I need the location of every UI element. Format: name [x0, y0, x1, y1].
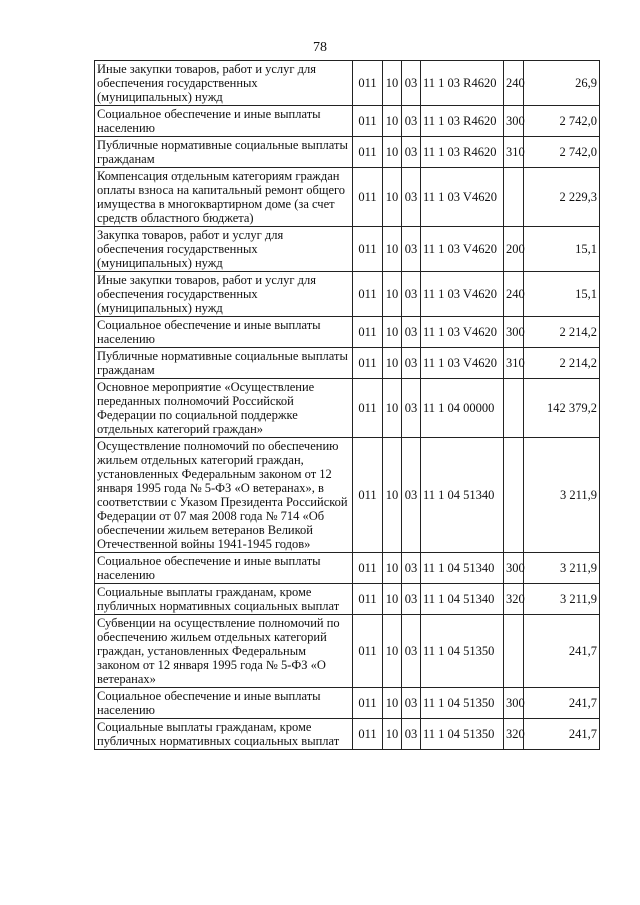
row-subsection-cell: 03 — [402, 348, 421, 379]
row-name-cell: Социальные выплаты гражданам, кроме публичных нормативных социальных выплат — [95, 719, 353, 750]
row-subsection-cell: 03 — [402, 227, 421, 272]
row-target-article-cell: 11 1 04 51340 — [421, 553, 504, 584]
row-name-cell: Публичные нормативные социальные выплаты гражданам — [95, 137, 353, 168]
row-name-cell: Социальное обеспечение и иные выплаты населению — [95, 553, 353, 584]
row-expense-type-cell — [504, 438, 524, 553]
row-amount-cell: 241,7 — [524, 688, 600, 719]
row-expense-type-cell: 240 — [504, 61, 524, 106]
table-row — [95, 438, 600, 553]
row-expense-type-cell: 200 — [504, 227, 524, 272]
row-name-cell: Социальное обеспечение и иные выплаты населению — [95, 317, 353, 348]
row-amount-cell: 3 211,9 — [524, 438, 600, 553]
table-row — [95, 61, 600, 106]
row-name-cell: Основное мероприятие «Осуществление переданных полномочий Российской Федерации по социальной поддержке отдельных категорий граждан» — [95, 379, 353, 438]
row-ministry-code-cell: 011 — [353, 106, 383, 137]
row-target-article-cell: 11 1 04 51350 — [421, 719, 504, 750]
table-row — [95, 584, 600, 615]
row-ministry-code-cell: 011 — [353, 61, 383, 106]
row-section-cell: 10 — [383, 379, 402, 438]
row-amount-cell: 15,1 — [524, 227, 600, 272]
row-expense-type-cell: 300 — [504, 688, 524, 719]
row-target-article-cell: 11 1 03 R4620 — [421, 137, 504, 168]
row-section-cell: 10 — [383, 106, 402, 137]
row-amount-cell: 26,9 — [524, 61, 600, 106]
table-row — [95, 615, 600, 688]
row-amount-cell: 241,7 — [524, 615, 600, 688]
table-row — [95, 272, 600, 317]
row-name-cell: Социальные выплаты гражданам, кроме публичных нормативных социальных выплат — [95, 584, 353, 615]
table-row — [95, 719, 600, 750]
row-subsection-cell: 03 — [402, 438, 421, 553]
row-amount-cell: 2 214,2 — [524, 348, 600, 379]
row-target-article-cell: 11 1 03 V4620 — [421, 272, 504, 317]
row-amount-cell: 2 229,3 — [524, 168, 600, 227]
row-ministry-code-cell: 011 — [353, 553, 383, 584]
row-expense-type-cell: 300 — [504, 317, 524, 348]
row-section-cell: 10 — [383, 438, 402, 553]
row-expense-type-cell: 310 — [504, 137, 524, 168]
row-expense-type-cell: 300 — [504, 553, 524, 584]
row-ministry-code-cell: 011 — [353, 227, 383, 272]
row-subsection-cell: 03 — [402, 719, 421, 750]
row-ministry-code-cell: 011 — [353, 272, 383, 317]
row-ministry-code-cell: 011 — [353, 379, 383, 438]
row-subsection-cell: 03 — [402, 553, 421, 584]
row-name-cell: Иные закупки товаров, работ и услуг для обеспечения государственных (муниципальных) нужд — [95, 272, 353, 317]
row-subsection-cell: 03 — [402, 137, 421, 168]
table-row — [95, 379, 600, 438]
row-subsection-cell: 03 — [402, 379, 421, 438]
row-expense-type-cell: 320 — [504, 584, 524, 615]
row-subsection-cell: 03 — [402, 584, 421, 615]
row-ministry-code-cell: 011 — [353, 137, 383, 168]
row-section-cell: 10 — [383, 719, 402, 750]
table-row — [95, 348, 600, 379]
row-ministry-code-cell: 011 — [353, 688, 383, 719]
row-amount-cell: 241,7 — [524, 719, 600, 750]
row-section-cell: 10 — [383, 348, 402, 379]
row-amount-cell: 2 214,2 — [524, 317, 600, 348]
budget-table — [94, 60, 600, 750]
row-section-cell: 10 — [383, 227, 402, 272]
row-subsection-cell: 03 — [402, 317, 421, 348]
row-name-cell: Иные закупки товаров, работ и услуг для обеспечения государственных (муниципальных) нужд — [95, 61, 353, 106]
row-amount-cell: 3 211,9 — [524, 553, 600, 584]
row-section-cell: 10 — [383, 584, 402, 615]
row-subsection-cell: 03 — [402, 61, 421, 106]
row-subsection-cell: 03 — [402, 688, 421, 719]
table-row — [95, 137, 600, 168]
row-ministry-code-cell: 011 — [353, 615, 383, 688]
row-section-cell: 10 — [383, 553, 402, 584]
row-target-article-cell: 11 1 03 R4620 — [421, 61, 504, 106]
row-target-article-cell: 11 1 03 V4620 — [421, 348, 504, 379]
row-target-article-cell: 11 1 03 V4620 — [421, 317, 504, 348]
row-section-cell: 10 — [383, 688, 402, 719]
row-name-cell: Закупка товаров, работ и услуг для обеспечения государственных (муниципальных) нужд — [95, 227, 353, 272]
row-amount-cell: 15,1 — [524, 272, 600, 317]
row-expense-type-cell: 240 — [504, 272, 524, 317]
row-name-cell: Осуществление полномочий по обеспечению жильем отдельных категорий граждан, установленных Федеральным законом от 12 января 1995 года № 5-ФЗ «О ветеранах», в соответствии с Указом Президента Российской Федерации от 07 мая 2008 года № 714 «Об обеспечении жильем ветеранов Великой Отечественной войны 1941-1945 годов» — [95, 438, 353, 553]
row-section-cell: 10 — [383, 168, 402, 227]
row-expense-type-cell: 310 — [504, 348, 524, 379]
row-target-article-cell: 11 1 04 00000 — [421, 379, 504, 438]
row-target-article-cell: 11 1 03 V4620 — [421, 227, 504, 272]
row-amount-cell: 2 742,0 — [524, 106, 600, 137]
table-row — [95, 553, 600, 584]
row-name-cell: Публичные нормативные социальные выплаты гражданам — [95, 348, 353, 379]
row-ministry-code-cell: 011 — [353, 348, 383, 379]
row-subsection-cell: 03 — [402, 615, 421, 688]
table-row — [95, 317, 600, 348]
row-subsection-cell: 03 — [402, 106, 421, 137]
row-name-cell: Социальное обеспечение и иные выплаты населению — [95, 106, 353, 137]
table-row — [95, 168, 600, 227]
table-row — [95, 106, 600, 137]
row-expense-type-cell — [504, 615, 524, 688]
row-subsection-cell: 03 — [402, 168, 421, 227]
row-ministry-code-cell: 011 — [353, 438, 383, 553]
row-ministry-code-cell: 011 — [353, 168, 383, 227]
row-section-cell: 10 — [383, 137, 402, 168]
row-subsection-cell: 03 — [402, 272, 421, 317]
row-target-article-cell: 11 1 04 51350 — [421, 688, 504, 719]
table-row — [95, 688, 600, 719]
row-name-cell: Субвенции на осуществление полномочий по обеспечению жильем отдельных категорий граждан, установленных Федеральным законом от 12 января 1995 года № 5-ФЗ «О ветеранах» — [95, 615, 353, 688]
row-ministry-code-cell: 011 — [353, 584, 383, 615]
row-section-cell: 10 — [383, 61, 402, 106]
row-amount-cell: 3 211,9 — [524, 584, 600, 615]
row-target-article-cell: 11 1 04 51340 — [421, 584, 504, 615]
row-section-cell: 10 — [383, 615, 402, 688]
row-amount-cell: 142 379,2 — [524, 379, 600, 438]
row-amount-cell: 2 742,0 — [524, 137, 600, 168]
row-target-article-cell: 11 1 03 V4620 — [421, 168, 504, 227]
row-ministry-code-cell: 011 — [353, 719, 383, 750]
row-expense-type-cell: 320 — [504, 719, 524, 750]
row-section-cell: 10 — [383, 272, 402, 317]
table-row — [95, 227, 600, 272]
page-number: 78 — [313, 40, 327, 55]
row-expense-type-cell: 300 — [504, 106, 524, 137]
row-expense-type-cell — [504, 379, 524, 438]
row-ministry-code-cell: 011 — [353, 317, 383, 348]
row-target-article-cell: 11 1 04 51340 — [421, 438, 504, 553]
row-section-cell: 10 — [383, 317, 402, 348]
row-name-cell: Компенсация отдельным категориям граждан оплаты взноса на капитальный ремонт общего имущества в многоквартирном доме (за счет средств областного бюджета) — [95, 168, 353, 227]
row-expense-type-cell — [504, 168, 524, 227]
budget-table-body — [95, 61, 600, 750]
row-name-cell: Социальное обеспечение и иные выплаты населению — [95, 688, 353, 719]
row-target-article-cell: 11 1 04 51350 — [421, 615, 504, 688]
row-target-article-cell: 11 1 03 R4620 — [421, 106, 504, 137]
